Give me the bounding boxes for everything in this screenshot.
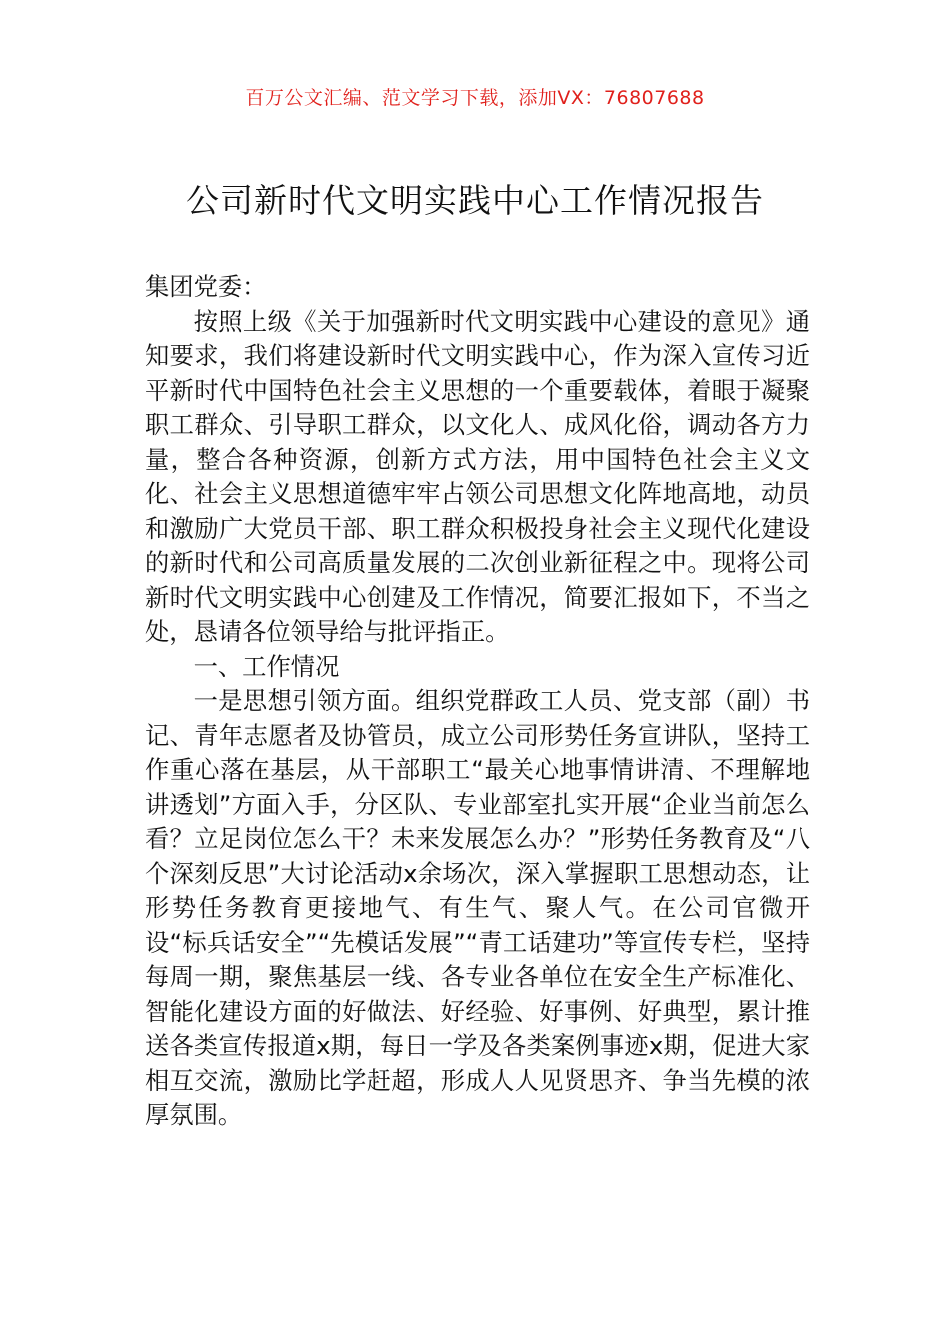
document-title: 公司新时代文明实践中心工作情况报告 [186, 181, 764, 220]
paragraph-intro: 按照上级《关于加强新时代文明实践中心建设的意见》通知要求，我们将建设新时代文明实践中心，作为深入宣传习近平新时代中国特色社会主义思想的一个重要载体，着眼于凝聚职工群众、引导职工群众，以文化人、成风化俗，调动各方力量，整合各种资源，创新方式方法，用中国特色社会主义文化、社会主义思想道德牢牢占领公司思想文化阵地高地，动员和激励广大党员干部、职工群众积极投身社会主义现代化建设的新时代和公司高质量发展的二次创业新征程之中。现将公司新时代文明实践中心创建及工作情况，简要汇报如下，不当之处，恳请各位领导给与批评指正。 [145, 306, 810, 646]
salutation: 集团党委： [145, 272, 267, 301]
watermark-header: 百万公文汇编、范文学习下载，添加VX：76807688 [245, 87, 705, 109]
section-heading-work-status: 一、工作情况 [193, 651, 340, 681]
document-body [145, 270, 810, 1133]
paragraph-ideological-guidance: 一是思想引领方面。组织党群政工人员、党支部（副）书记、青年志愿者及协管员，成立公司形势任务宣讲队，坚持工作重心落在基层，从干部职工“最关心地事情讲清、不理解地讲透划”方面入手，分区队、专业部室扎实开展“企业当前怎么看？立足岗位怎么干？未来发展怎么办？”形势任务教育及“八个深刻反思”大讨论活动x余场次，深入掌握职工思想动态，让形势任务教育更接地气、有生气、聚人气。在公司官微开设“标兵话安全”“先模话发展”“青工话建功”等宣传专栏，坚持每周一期，聚焦基层一线、各专业各单位在安全生产标准化、智能化建设方面的好做法、好经验、好事例、好典型，累计推送各类宣传报道x期，每日一学及各类案例事迹x期，促进大家相互交流，激励比学赶超，形成人人见贤思齐、争当先模的浓厚氛围。 [145, 686, 810, 1129]
